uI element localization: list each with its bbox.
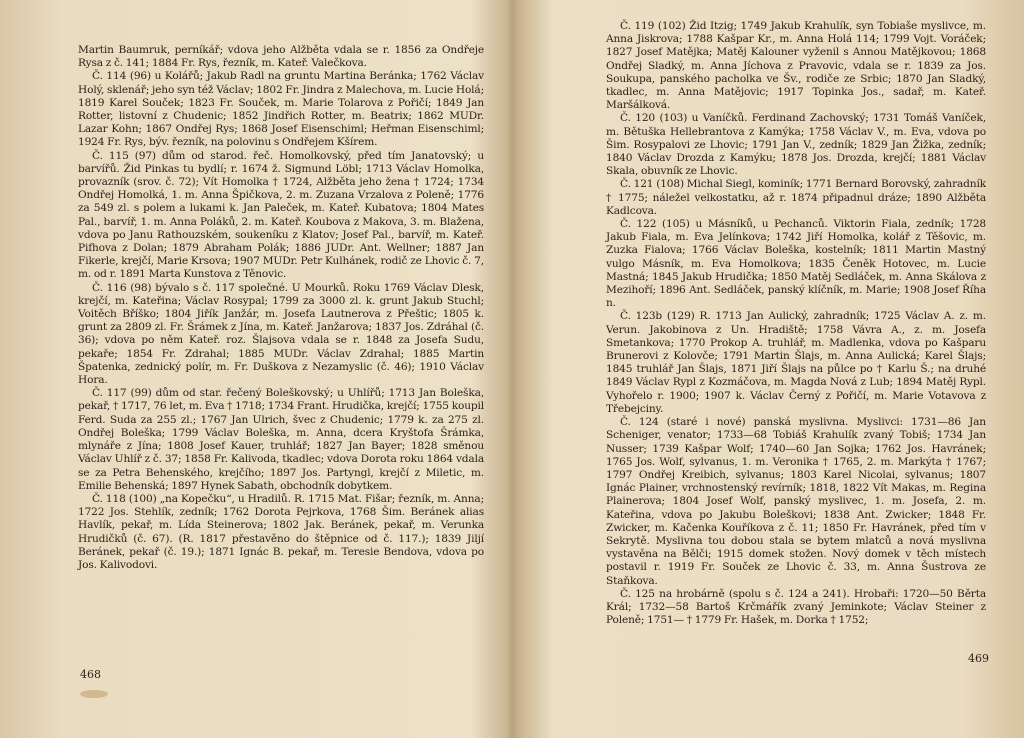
right-paragraph-1: Č. 119 (102) Žid Itzig; 1749 Jakub Krahulík, syn Tobiaše myslivce, m. Anna Jiskrova; 1788 Kašpar Kr., m. Anna Holá 114; 1799 Vojt. Voráček; 1827 Josef Matějka; Matěj Kalouner vyženil s Annou Matějkovou; 1868 Ondřej Sladký, m. Anna Jíchova z Pravovic, vdala se r. 1839 za Jos. Soukupa, panského pacholka ve Šv., rodiče ze Srbic; 1870 Jan Sladký, tkadlec, m. Anna Matějovic; 1917 Topinka Jos., sadař, m. Kateř. Maršálková. (606, 20, 986, 112)
left-paragraph-1: Martin Baumruk, perníkář; vdova jeho Alžběta vdala se r. 1856 za Ondřeje Rysa z č. 141; 1884 Fr. Rys, řezník, m. Kateř. Valečkova. (78, 44, 484, 70)
right-paragraph-5: Č. 123b (129) R. 1713 Jan Aulický, zahradník; 1725 Václav A. z. m. Verun. Jakobinova z Un. Hradiště; 1758 Vávra A., z. m. Josefa Smetankova; 1770 Prokop A. truhlář, m. Madlenka, vdova po Kašparu Brunerovi z Kolovče; 1791 Martin Šlajs, m. Anna Aulická; Karel Šlajs; 1845 truhlář Jan Šlajs, 1871 Jiří Šlajs na půlce po † Karlu Š.; na druhé 1849 Václav Rypl z Kozmáčova, m. Magda Nová z Lub; 1894 Matěj Rypl. Vyhořelo r. 1900; 1907 k. Václav Černý z Pořičí, m. Marie Votavova z Třebejciny. (606, 310, 986, 415)
left-page-number: 468 (80, 668, 101, 681)
right-page (514, 0, 1024, 738)
left-paragraph-4: Č. 116 (98) bývalo s č. 117 společné. U Mourků. Roku 1769 Václav Dlesk, krejčí, m. Kateřina; Václav Rosypal; 1799 za 3000 zl. k. grunt Jakub Stuchl; Voitěch Bříško; 1804 Jiřík Janžár, m. Josefa Lautnerova z Přeštic; 1805 k. grunt za 2809 zl. Fr. Šrámek z Jína, m. Kateř. Janžarova; 1837 Jos. Zdráhal (č. 36); vdova po něm Kateř. roz. Šlajsova vdala se r. 1848 za Josefa Sudu, pekaře; 1854 Fr. Zdrahal; 1885 MUDr. Václav Zdrahal; 1885 Martin Špatenka, zednický polír, m. Fr. Duškova z Nezamyslic (č. 46); 1910 Václav Hora. (78, 281, 484, 387)
right-paragraph-2: Č. 120 (103) u Vaníčků. Ferdinand Zachovský; 1731 Tomáš Vaníček, m. Bětuška Hellebrantova z Kamýka; 1758 Václav V., m. Eva, vdova po Šim. Rosypalovi ze Lhovic; 1791 Jan V., zedník; 1829 Jan Žižka, zedník; 1840 Václav Drozda z Kamýku; 1878 Jos. Drozda, krejčí; 1881 Václav Skala, obuvník ze Lhovic. (606, 112, 986, 178)
left-paragraph-2: Č. 114 (96) u Kolářů; Jakub Radl na gruntu Martina Beránka; 1762 Václav Holý, sklenář; jeho syn též Václav; 1802 Fr. Jindra z Malechova, m. Lucie Holá; 1819 Karel Souček; 1823 Fr. Souček, m. Marie Tolarova z Pořičí; 1849 Jan Rotter, listovní z Chudenic; 1852 Jindřich Rotter, m. Beatrix; 1862 MUDr. Lazar Kohn; 1867 Ondřej Rys; 1868 Josef Eisenschiml; Heřman Eisenschiml; 1924 Fr. Rys, býv. řezník, na polovinu s Ondřejem Kšírem. (78, 70, 484, 149)
left-paragraph-6: Č. 118 (100) „na Kopečku“, u Hradilů. R. 1715 Mat. Fišar; řezník, m. Anna; 1722 Jos. Stehlík, zedník; 1762 Dorota Pejrkova, 1768 Šim. Beránek alias Havlík, pekař, m. Lída Steinerova; 1802 Jak. Beránek, pekař, m. Verunka Hrudičků (č. 67). (R. 1817 přestavěno do štěpnice od č. 117.); 1839 Jiljí Beránek, pekař (č. 19.); 1871 Ignác B. pekař, m. Teresie Bendova, vdova po Jos. Kalivodovi. (78, 492, 484, 571)
left-paragraph-3: Č. 115 (97) dům od starod. řeč. Homolkovský, před tím Janatovský; u barvířů. Žid Pinkas tu bydlí; r. 1674 ž. Sigmund Löbl; 1713 Václav Homolka, provazník (srov. č. 72); Vít Homolka † 1724, Alžběta jeho žena † 1724; 1734 Ondřej Homolká, 1. m. Anna Špičkova, 2. m. Zuzana Vrzalova z Poleně; 1776 za 549 zl. s polem a lukami k. Jan Paleček, m. Kateř. Kubatova; 1804 Mates Pal., barvíř, 1. m. Anna Poláků, 2. m. Kateř. Koubova z Makova, 3. m. Blažena, vdova po Janu Rathouzském, soukeníku z Klatov; Josef Pal., barvíř, m. Kateř. Pifhova z Dolan; 1879 Abraham Polák; 1886 JUDr. Ant. Wellner; 1887 Jan Fikerle, krejčí, Marie Krsova; 1907 MUDr. Petr Kulhánek, rodič ze Lhovic č. 7, m. od r. 1891 Marta Kunstova z Těnovic. (78, 149, 484, 281)
left-paragraph-5: Č. 117 (99) dům od star. řečený Boleškovský; u Uhlířů; 1713 Jan Boleška, pekař, † 1717, 76 let, m. Eva † 1718; 1734 Frant. Hrudička, krejčí; 1755 koupil Ferd. Suda za 255 zl.; 1767 Jan Ulrich, švec z Chudenic; 1779 k. za 275 zl. Ondřej Boleška; 1799 Václav Boleška, m. Anna, dcera Kryštofa Šrámka, mlynáře z Jína; 1808 Josef Kauer, truhlář; 1827 Jan Bayer; 1828 směnou Václav Uhlíř z č. 37; 1858 Fr. Kalivoda, tkadlec; vdova Dorota roku 1864 vdala se za Petra Behenského, krejčího; 1897 Jos. Partyngl, krejčí z Miletic, m. Emilie Behenská; 1897 Hynek Sabath, obchodník dobytkem. (78, 387, 484, 492)
right-paragraph-4: Č. 122 (105) u Másníků, u Pechanců. Viktorin Fiala, zedník; 1728 Jakub Fiala, m. Eva Jelínkova; 1742 Jiří Homolka, kolář z Těšovic, m. Zuzka Fialova; 1766 Václav Boleška, kostelník; 1811 Martin Mastný vulgo Másník, m. Eva Homolkova; 1835 Čeněk Hotovec, m. Lucie Mastná; 1845 Jakub Hrudička; 1850 Matěj Sedláček, m. Anna Skálova z Mezihoří; 1896 Ant. Sedláček, panský klíčník, m. Marie; 1908 Josef Říha n. (606, 218, 986, 310)
paper-stain (80, 690, 108, 698)
right-paragraph-7: Č. 125 na hrobárně (spolu s č. 124 a 241). Hrobaři: 1720—50 Běrta Král; 1732—58 Bartoš Krčmářík zvaný Jeminkote; Václav Steiner z Poleně; 1751— † 1779 Fr. Hašek, m. Dorka † 1752; (606, 587, 986, 627)
right-paragraph-3: Č. 121 (108) Michal Siegl, kominík; 1771 Bernard Borovský, zahradník † 1775; náležel velkostatku, až r. 1874 připadnul dráze; 1890 Alžběta Kadlcova. (606, 178, 986, 217)
right-paragraph-6: Č. 124 (staré i nové) panská myslivna. Myslivci: 1731—86 Jan Scheniger, venator; 1733—68 Tobiáš Krahulík zvaný Tobiš; 1734 Jan Nusser; 1739 Kašpar Wolf; 1740—60 Jan Sojka; 1762 Jos. Havránek; 1765 Jos. Wolf, sylvanus, 1. m. Veronika † 1765, 2. m. Markýta † 1767; 1797 Ondřej Kreibich, sylvanus; 1803 Karel Nicolai, sylvanus; 1807 Ignác Plainer, vrchnostenský revírník; 1818, 1822 Vít Makas, m. Regina Plainerova; 1804 Josef Wolf, panský myslivec, 1. m. Josefa, 2. m. Kateřina, vdova po Jakubu Boleškovi; 1838 Ant. Zwicker; 1848 Fr. Zwicker, m. Kačenka Kouříkova z č. 11; 1850 Fr. Havránek, před tím v Sekrytě. Myslivna tou dobou stala se bytem mlatců a nová myslivna vystavěna na Bělči; 1915 domek stožen. Nový domek v těch místech postavil r. 1919 Fr. Souček ze Lhovic č. 33, m. Anna Šustrova ze Staňkova. (606, 416, 986, 587)
right-page-number: 469 (968, 652, 989, 665)
